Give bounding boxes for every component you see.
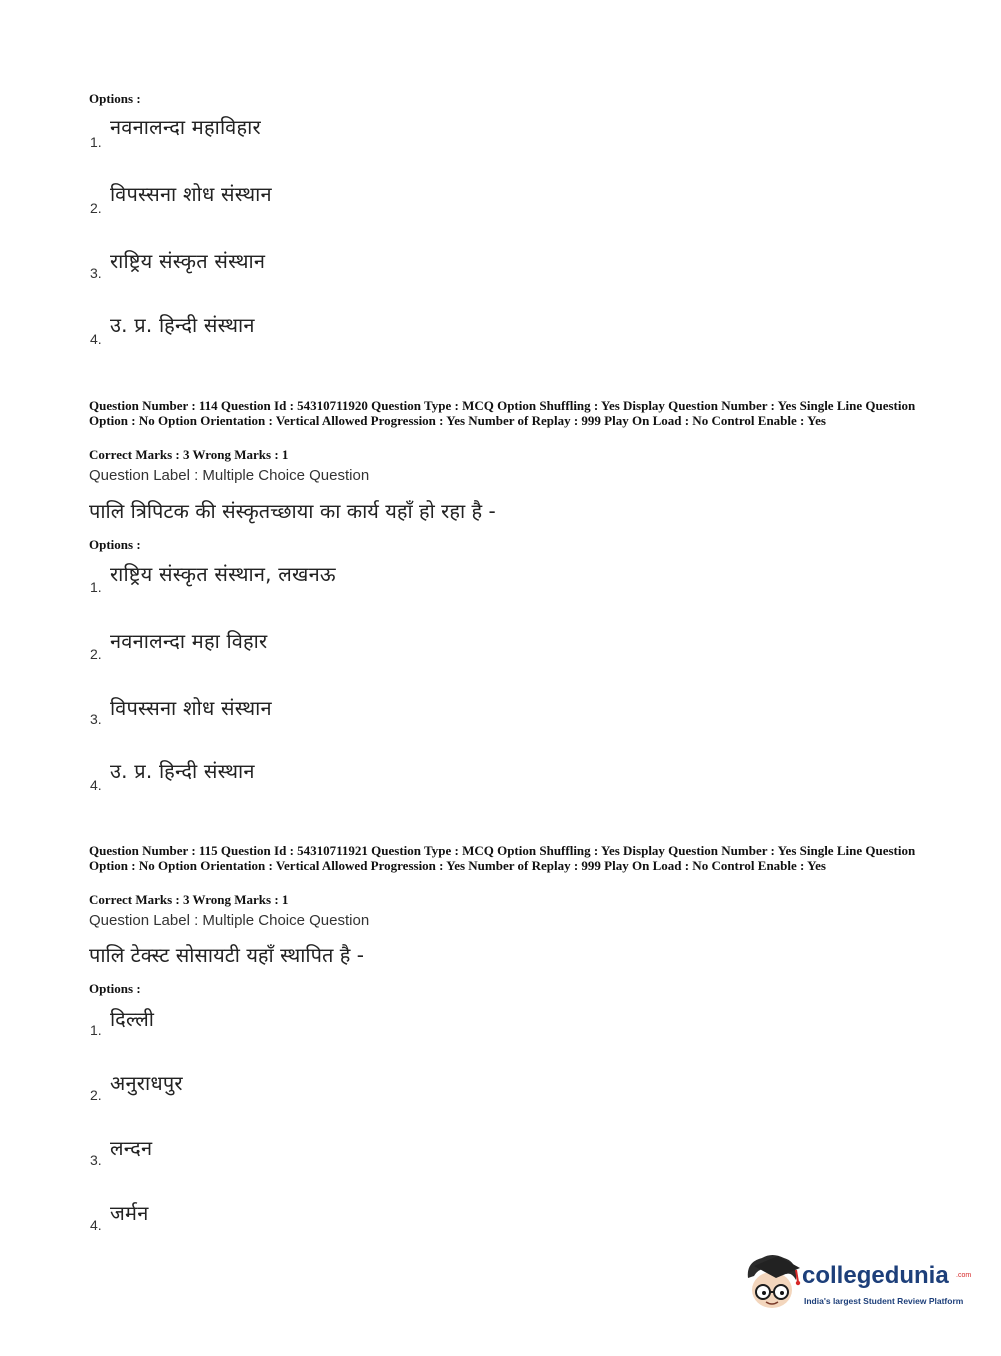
option-number: 3. bbox=[90, 1152, 102, 1168]
option-number: 1. bbox=[90, 134, 102, 150]
option-text: लन्दन bbox=[110, 1136, 153, 1160]
option-text: राष्ट्रिय संस्कृत संस्थान bbox=[110, 249, 266, 273]
options-label: Options : bbox=[89, 537, 141, 552]
question-text: पालि त्रिपिटक की संस्कृतच्छाया का कार्य यहाँ हो रहा है - bbox=[89, 499, 496, 523]
question-label: Question Label : Multiple Choice Question bbox=[89, 912, 370, 929]
question-text: पालि टेक्स्ट सोसायटी यहाँ स्थापित है - bbox=[89, 943, 364, 967]
options-label: Options : bbox=[89, 91, 141, 106]
option-text: नवनालन्दा महाविहार bbox=[110, 115, 261, 139]
option-text: विपस्सना शोध संस्थान bbox=[110, 696, 272, 720]
question-meta: Question Number : 114 Question Id : 54310711920 Question Type : MCQ Option Shuffling : Yes Display Question Number : Yes Single Line Question Option : No Option Orientation : Vertical Allowed Progression : Yes Number of Replay : 999 Play On Load : No Control Enable : Yes bbox=[89, 398, 916, 428]
question-marks: Correct Marks : 3 Wrong Marks : 1 bbox=[89, 892, 289, 907]
options-label: Options : bbox=[89, 981, 141, 996]
option-number: 4. bbox=[90, 1217, 102, 1233]
collegedunia-logo bbox=[742, 1252, 972, 1318]
option-text: दिल्ली bbox=[110, 1007, 155, 1031]
option-number: 4. bbox=[90, 777, 102, 793]
option-text: अनुराधपुर bbox=[110, 1071, 183, 1095]
option-number: 1. bbox=[90, 1022, 102, 1038]
option-number: 2. bbox=[90, 200, 102, 216]
question-marks: Correct Marks : 3 Wrong Marks : 1 bbox=[89, 447, 289, 462]
option-text: जर्मन bbox=[110, 1201, 149, 1225]
option-text: उ. प्र. हिन्दी संस्थान bbox=[110, 759, 255, 783]
logo-tagline: India's largest Student Review Platform bbox=[804, 1296, 964, 1306]
question-label: Question Label : Multiple Choice Question bbox=[89, 467, 370, 484]
option-number: 1. bbox=[90, 579, 102, 595]
mascot-icon bbox=[742, 1252, 802, 1312]
logo-suffix: .com bbox=[956, 1272, 972, 1279]
option-number: 3. bbox=[90, 711, 102, 727]
question-meta: Question Number : 115 Question Id : 54310711921 Question Type : MCQ Option Shuffling : Yes Display Question Number : Yes Single Line Question Option : No Option Orientation : Vertical Allowed Progression : Yes Number of Replay : 999 Play On Load : No Control Enable : Yes bbox=[89, 843, 916, 873]
option-number: 2. bbox=[90, 646, 102, 662]
option-text: उ. प्र. हिन्दी संस्थान bbox=[110, 313, 255, 337]
option-number: 4. bbox=[90, 331, 102, 347]
option-number: 3. bbox=[90, 265, 102, 281]
logo-wordmark: collegedunia bbox=[802, 1262, 949, 1289]
option-text: राष्ट्रिय संस्कृत संस्थान, लखनऊ bbox=[110, 562, 336, 586]
option-text: विपस्सना शोध संस्थान bbox=[110, 182, 272, 206]
option-number: 2. bbox=[90, 1087, 102, 1103]
option-text: नवनालन्दा महा विहार bbox=[110, 629, 268, 653]
